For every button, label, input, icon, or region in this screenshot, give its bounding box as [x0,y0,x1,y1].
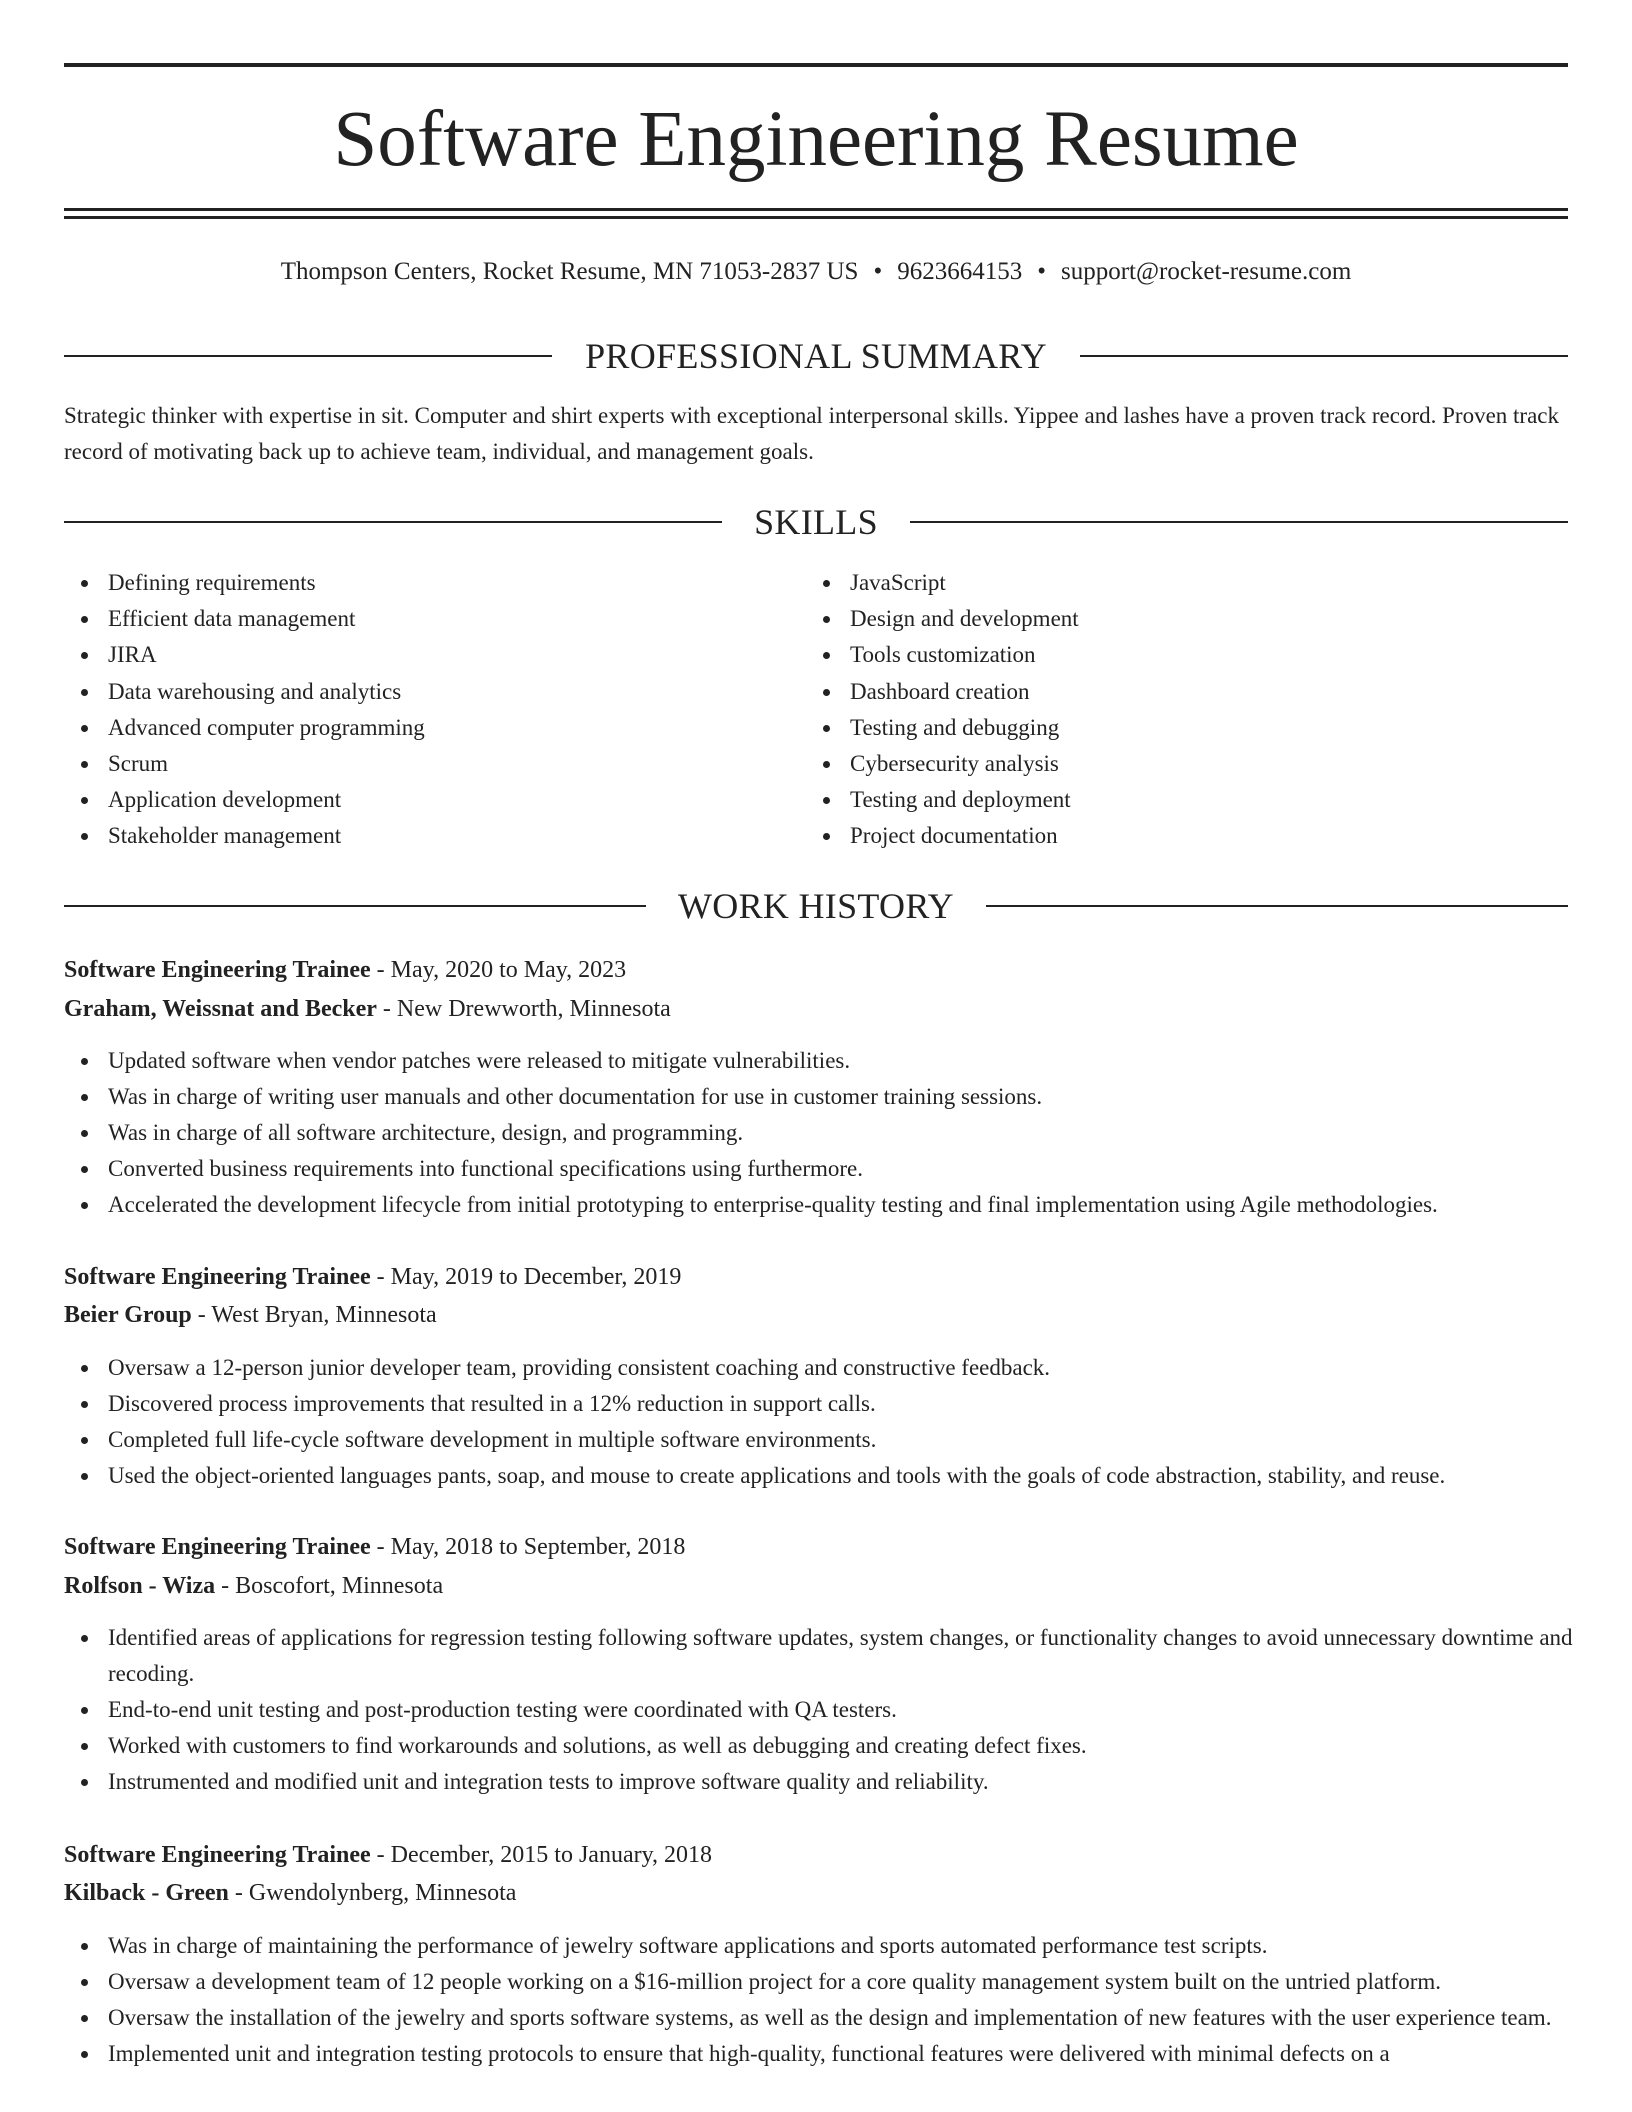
header-double-rule-lower [64,216,1568,219]
skill-item: Cybersecurity analysis [806,746,1546,782]
contact-separator: • [1037,258,1046,285]
duty-item: Used the object-oriented languages pants, soap, and mouse to create applications and tools with the goals of code abstraction, stability, and reuse. [64,1458,1584,1494]
skill-item: Advanced computer programming [64,710,804,746]
duty-item: Was in charge of maintaining the performance of jewelry software applications and sports automated performance test scripts. [64,1928,1584,1964]
skill-item: Efficient data management [64,601,804,637]
skills-rule-left [64,521,722,523]
job-location: - New Drewworth, Minnesota [376,996,671,1022]
job-role: Software Engineering Trainee [64,1842,371,1868]
skill-item: Stakeholder management [64,818,804,854]
summary-text: Strategic thinker with expertise in sit. Computer and shirt experts with exceptional interpersonal skills. Yippee and lashes have a proven track record. Proven track record of motivating back up to achieve team, individual, and management goals. [64,403,1559,464]
duty-item: End-to-end unit testing and post-production testing were coordinated with QA testers. [64,1692,1584,1728]
skill-item: Tools customization [806,637,1546,673]
job-location: - Gwendolynberg, Minnesota [228,1880,517,1906]
job-location: - West Bryan, Minnesota [191,1302,437,1328]
header-top-rule [64,63,1568,67]
job-duties-list [64,1350,1584,1494]
skill-item: Testing and debugging [806,710,1546,746]
header-double-rule-upper [64,208,1568,211]
duty-item: Was in charge of all software architecture, design, and programming. [64,1115,1584,1151]
job-dates: - May, 2019 to December, 2019 [370,1264,682,1290]
summary-rule-right [1080,355,1568,357]
skills-list-left [64,565,804,855]
job-role: Software Engineering Trainee [64,1534,371,1560]
duty-item: Accelerated the development lifecycle from initial prototyping to enterprise-quality testing and final implementation using Agile methodologies. [64,1187,1584,1223]
summary-heading: PROFESSIONAL SUMMARY [585,336,1047,376]
duty-item: Discovered process improvements that resulted in a 12% reduction in support calls. [64,1386,1584,1422]
job-company: Rolfson - Wiza [64,1573,216,1599]
contact-separator: • [873,258,883,285]
resume-title: Software Engineering Resume [333,96,1299,183]
duty-item: Oversaw the installation of the jewelry and sports software systems, as well as the design and implementation of new features with the user experience team. [64,2000,1584,2036]
job-company-line [64,990,1584,1028]
job-role: Software Engineering Trainee [64,957,371,983]
job-company: Kilback - Green [64,1880,229,1906]
job-title-line [64,1836,1584,1874]
contact-phone: 9623664153 [897,258,1023,285]
summary-rule-left [64,355,552,357]
job-company-line [64,1874,1584,1912]
job-dates: - December, 2015 to January, 2018 [370,1842,713,1868]
duty-item: Oversaw a development team of 12 people working on a $16-million project for a core quality management system built on the untried platform. [64,1964,1584,2000]
skill-item: Dashboard creation [806,674,1546,710]
skills-heading: SKILLS [754,502,878,542]
job-duties-list [64,1928,1584,2072]
skill-item: Application development [64,782,804,818]
job-title-line [64,1528,1584,1566]
work-rule-right [986,905,1568,907]
duty-item: Instrumented and modified unit and integration tests to improve software quality and reliability. [64,1764,1584,1800]
skill-item: Design and development [806,601,1546,637]
contact-line [64,255,1568,289]
skills-rule-right [910,521,1568,523]
duty-item: Updated software when vendor patches were released to mitigate vulnerabilities. [64,1043,1584,1079]
skill-item: JavaScript [806,565,1546,601]
skill-item: Testing and deployment [806,782,1546,818]
job-location: - Boscofort, Minnesota [215,1573,444,1599]
duty-item: Oversaw a 12-person junior developer team, providing consistent coaching and constructive feedback. [64,1350,1584,1386]
duty-item: Completed full life-cycle software development in multiple software environments. [64,1422,1584,1458]
job-duties-list [64,1043,1584,1223]
skills-list-right [806,565,1546,855]
contact-email: support@rocket-resume.com [1060,258,1352,285]
job-dates: - May, 2018 to September, 2018 [370,1534,686,1560]
work-heading: WORK HISTORY [678,886,954,926]
skill-item: Project documentation [806,818,1546,854]
job-company-line [64,1296,1584,1334]
duty-item: Identified areas of applications for regression testing following software updates, system changes, or functionality changes to avoid unnecessary downtime and recoding. [64,1620,1584,1692]
duty-item: Worked with customers to find workarounds and solutions, as well as debugging and creating defect fixes. [64,1728,1584,1764]
job-company: Graham, Weissnat and Becker [64,996,377,1022]
job-role: Software Engineering Trainee [64,1264,371,1290]
contact-address: Thompson Centers, Rocket Resume, MN 71053-2837 US [280,258,859,285]
skill-item: Data warehousing and analytics [64,674,804,710]
skill-item: Scrum [64,746,804,782]
job-title-line [64,1258,1584,1296]
duty-item: Was in charge of writing user manuals and other documentation for use in customer training sessions. [64,1079,1584,1115]
job-duties-list [64,1620,1584,1800]
duty-item: Implemented unit and integration testing protocols to ensure that high-quality, functional features were delivered with minimal defects on a [64,2036,1584,2072]
job-title-line [64,951,1584,989]
work-rule-left [64,905,646,907]
skill-item: Defining requirements [64,565,804,601]
job-company: Beier Group [64,1302,192,1328]
job-dates: - May, 2020 to May, 2023 [370,957,627,983]
duty-item: Converted business requirements into functional specifications using furthermore. [64,1151,1584,1187]
job-company-line [64,1567,1584,1605]
skill-item: JIRA [64,637,804,673]
